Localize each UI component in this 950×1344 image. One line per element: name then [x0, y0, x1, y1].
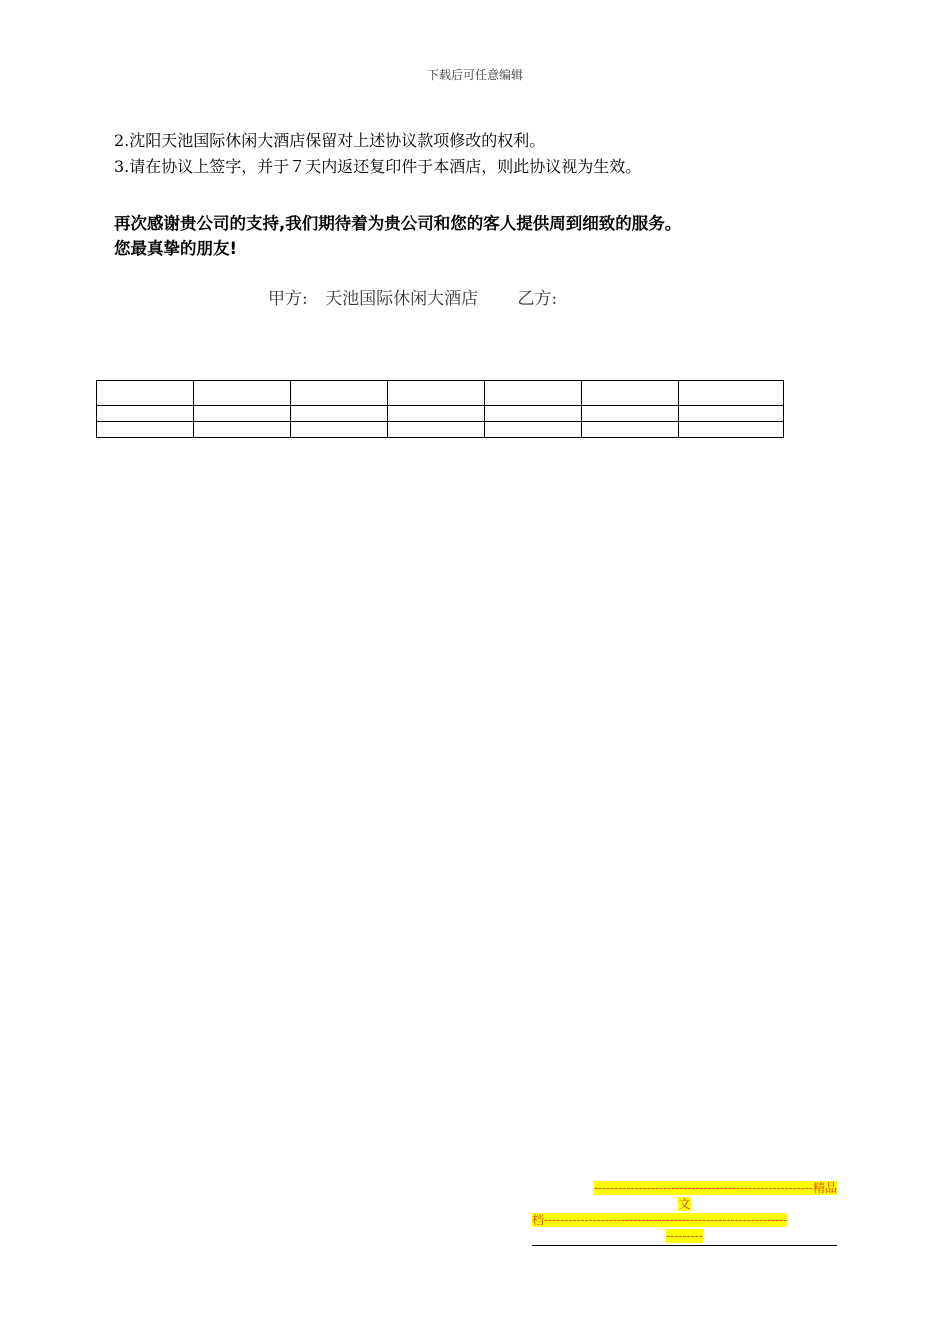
table-cell: [388, 422, 485, 438]
footer-line-1: ------------------------------------------------------精品: [594, 1181, 837, 1195]
footer-line-4: ---------: [666, 1229, 703, 1243]
table-cell: [582, 406, 679, 422]
table-cell: [291, 381, 388, 406]
table-cell: [194, 406, 291, 422]
table-cell: [194, 381, 291, 406]
table-cell: [388, 381, 485, 406]
signature-line: [268, 284, 557, 309]
party-b-label: 乙方:: [517, 289, 558, 309]
table-cell: [194, 422, 291, 438]
table-cell: [97, 406, 194, 422]
party-a-label: 甲方:: [268, 289, 308, 309]
clause-3: 3.请在协议上签字，并于７天内返还复印件于本酒店，则此协议视为生效。: [114, 157, 642, 176]
table-cell: [388, 406, 485, 422]
table-cell: [97, 381, 194, 406]
table-cell: [582, 381, 679, 406]
page-header: 下载后可任意编辑: [426, 68, 523, 82]
table-cell: [291, 422, 388, 438]
table-cell: [485, 406, 582, 422]
footer-line-3: 档------------------------------------------------------------: [532, 1213, 788, 1227]
closing-thanks: 再次感谢贵公司的支持,我们期待着为贵公司和您的客人提供周到细致的服务。: [114, 214, 682, 233]
party-a-value: 天池国际休闲大酒店: [325, 289, 479, 309]
clause-2: 2.沈阳天池国际休闲大酒店保留对上述协议款项修改的权利。: [114, 131, 546, 150]
table-cell: [485, 422, 582, 438]
table-cell: [291, 406, 388, 422]
table-cell: [679, 381, 784, 406]
closing-signoff: 您最真挚的朋友!: [114, 239, 238, 258]
table-cell: [485, 381, 582, 406]
table-cell: [679, 422, 784, 438]
table-row: [97, 422, 784, 438]
footer-divider: [532, 1245, 837, 1246]
table-row: [97, 381, 784, 406]
table-row: [97, 406, 784, 422]
table-cell: [679, 406, 784, 422]
empty-table: [96, 380, 784, 438]
table-cell: [582, 422, 679, 438]
footer-watermark: [532, 1180, 837, 1244]
footer-line-2: 文: [678, 1197, 691, 1211]
table-cell: [97, 422, 194, 438]
